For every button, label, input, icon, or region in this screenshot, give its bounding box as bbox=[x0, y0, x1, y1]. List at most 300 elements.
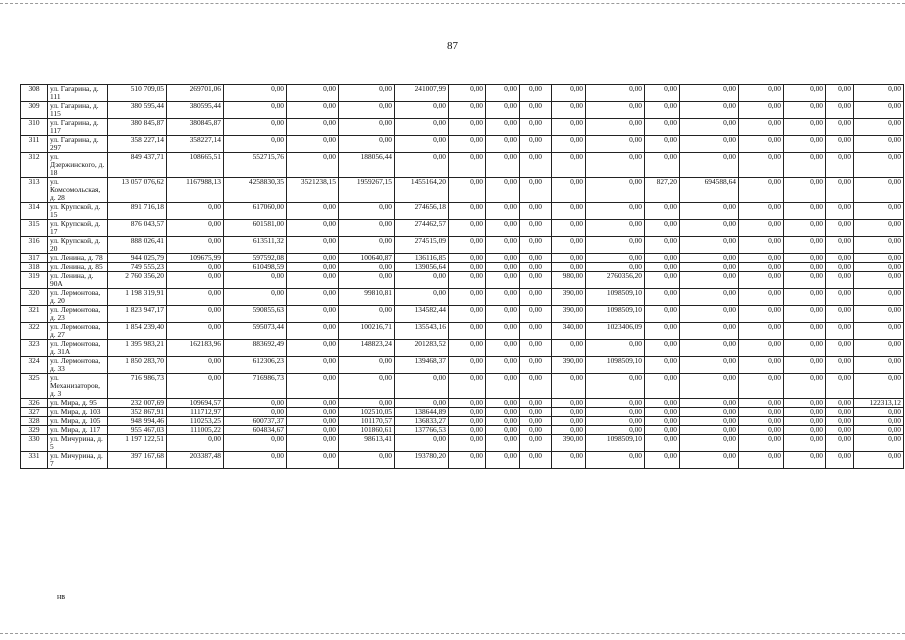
table-row bbox=[21, 357, 904, 374]
value-cell: 0,00 bbox=[552, 119, 586, 136]
value-cell: 0,00 bbox=[287, 254, 339, 263]
value-cell: 0,00 bbox=[287, 323, 339, 340]
value-cell: 162183,96 bbox=[167, 340, 224, 357]
value-cell: 100640,87 bbox=[339, 254, 395, 263]
table-row bbox=[21, 452, 904, 469]
value-cell: 0,00 bbox=[826, 263, 854, 272]
value-cell: 0,00 bbox=[826, 178, 854, 203]
value-cell: 0,00 bbox=[449, 289, 486, 306]
value-cell: 0,00 bbox=[784, 272, 826, 289]
value-cell: 0,00 bbox=[784, 153, 826, 178]
table-row bbox=[21, 102, 904, 119]
value-cell: 0,00 bbox=[395, 153, 449, 178]
value-cell: 0,00 bbox=[552, 426, 586, 435]
table-row bbox=[21, 426, 904, 435]
value-cell: 0,00 bbox=[854, 306, 904, 323]
address-cell: ул. Ленина, д. 78 bbox=[48, 254, 108, 263]
table-row bbox=[21, 254, 904, 263]
value-cell: 0,00 bbox=[395, 289, 449, 306]
value-cell: 0,00 bbox=[739, 374, 784, 399]
value-cell: 1 823 947,17 bbox=[108, 306, 167, 323]
value-cell: 0,00 bbox=[826, 323, 854, 340]
table-row bbox=[21, 220, 904, 237]
value-cell: 0,00 bbox=[520, 254, 552, 263]
value-cell: 0,00 bbox=[339, 452, 395, 469]
value-cell: 0,00 bbox=[645, 357, 680, 374]
value-cell: 0,00 bbox=[680, 323, 739, 340]
value-cell: 0,00 bbox=[449, 136, 486, 153]
table-row bbox=[21, 153, 904, 178]
value-cell: 0,00 bbox=[854, 254, 904, 263]
table-row bbox=[21, 237, 904, 254]
value-cell: 955 467,03 bbox=[108, 426, 167, 435]
value-cell: 0,00 bbox=[287, 289, 339, 306]
value-cell: 0,00 bbox=[339, 306, 395, 323]
address-cell: ул. Мира, д. 103 bbox=[48, 408, 108, 417]
address-cell: ул. Крупской, д. 17 bbox=[48, 220, 108, 237]
value-cell: 0,00 bbox=[486, 272, 520, 289]
value-cell: 0,00 bbox=[739, 340, 784, 357]
address-cell: ул. Мичурина, д. 5 bbox=[48, 435, 108, 452]
value-cell: 0,00 bbox=[520, 102, 552, 119]
value-cell: 0,00 bbox=[854, 272, 904, 289]
address-cell: ул. Гагарина, д. 117 bbox=[48, 119, 108, 136]
address-cell: ул. Лермонтова, д. 31А bbox=[48, 340, 108, 357]
value-cell: 358 227,14 bbox=[108, 136, 167, 153]
row-number-cell: 329 bbox=[21, 426, 48, 435]
value-cell: 597592,08 bbox=[224, 254, 287, 263]
value-cell: 0,00 bbox=[586, 237, 645, 254]
value-cell: 0,00 bbox=[645, 203, 680, 220]
value-cell: 0,00 bbox=[784, 306, 826, 323]
address-cell: ул. Ленина, д. 90А bbox=[48, 272, 108, 289]
value-cell: 0,00 bbox=[287, 374, 339, 399]
value-cell: 274462,57 bbox=[395, 220, 449, 237]
value-cell: 0,00 bbox=[826, 374, 854, 399]
value-cell: 0,00 bbox=[739, 85, 784, 102]
table-row bbox=[21, 263, 904, 272]
value-cell: 604834,67 bbox=[224, 426, 287, 435]
value-cell: 888 026,41 bbox=[108, 237, 167, 254]
value-cell: 0,00 bbox=[486, 263, 520, 272]
value-cell: 0,00 bbox=[784, 136, 826, 153]
row-number-cell: 316 bbox=[21, 237, 48, 254]
value-cell: 0,00 bbox=[680, 452, 739, 469]
scan-edge-top bbox=[0, 3, 905, 4]
address-cell: ул. Гагарина, д. 115 bbox=[48, 102, 108, 119]
value-cell: 0,00 bbox=[520, 426, 552, 435]
row-number-cell: 311 bbox=[21, 136, 48, 153]
value-cell: 0,00 bbox=[486, 340, 520, 357]
address-cell: ул. Крупской, д. 20 bbox=[48, 237, 108, 254]
value-cell: 0,00 bbox=[854, 340, 904, 357]
value-cell: 944 025,79 bbox=[108, 254, 167, 263]
value-cell: 716986,73 bbox=[224, 374, 287, 399]
value-cell: 0,00 bbox=[287, 119, 339, 136]
value-cell: 891 716,18 bbox=[108, 203, 167, 220]
value-cell: 0,00 bbox=[826, 289, 854, 306]
value-cell: 1959267,15 bbox=[339, 178, 395, 203]
value-cell: 109675,99 bbox=[167, 254, 224, 263]
value-cell: 0,00 bbox=[486, 357, 520, 374]
value-cell: 0,00 bbox=[520, 119, 552, 136]
value-cell: 0,00 bbox=[552, 263, 586, 272]
value-cell: 0,00 bbox=[680, 203, 739, 220]
value-cell: 0,00 bbox=[449, 408, 486, 417]
table-row bbox=[21, 417, 904, 426]
value-cell: 0,00 bbox=[449, 119, 486, 136]
value-cell: 0,00 bbox=[645, 306, 680, 323]
value-cell: 0,00 bbox=[854, 85, 904, 102]
value-cell: 232 007,69 bbox=[108, 399, 167, 408]
value-cell: 380 595,44 bbox=[108, 102, 167, 119]
value-cell: 0,00 bbox=[680, 435, 739, 452]
table-row bbox=[21, 272, 904, 289]
row-number-cell: 327 bbox=[21, 408, 48, 417]
value-cell: 0,00 bbox=[287, 408, 339, 417]
value-cell: 0,00 bbox=[486, 374, 520, 399]
value-cell: 0,00 bbox=[586, 203, 645, 220]
value-cell: 0,00 bbox=[586, 136, 645, 153]
value-cell: 0,00 bbox=[520, 340, 552, 357]
value-cell: 0,00 bbox=[784, 263, 826, 272]
value-cell: 0,00 bbox=[520, 136, 552, 153]
value-cell: 0,00 bbox=[395, 374, 449, 399]
value-cell: 0,00 bbox=[552, 220, 586, 237]
value-cell: 0,00 bbox=[680, 289, 739, 306]
value-cell: 0,00 bbox=[449, 203, 486, 220]
value-cell: 0,00 bbox=[854, 136, 904, 153]
value-cell: 849 437,71 bbox=[108, 153, 167, 178]
value-cell: 0,00 bbox=[287, 357, 339, 374]
value-cell: 0,00 bbox=[224, 102, 287, 119]
row-number-cell: 317 bbox=[21, 254, 48, 263]
value-cell: 0,00 bbox=[486, 452, 520, 469]
value-cell: 0,00 bbox=[449, 102, 486, 119]
value-cell: 694588,64 bbox=[680, 178, 739, 203]
value-cell: 0,00 bbox=[645, 340, 680, 357]
value-cell: 0,00 bbox=[680, 254, 739, 263]
value-cell: 0,00 bbox=[645, 417, 680, 426]
value-cell: 601581,00 bbox=[224, 220, 287, 237]
value-cell: 0,00 bbox=[449, 306, 486, 323]
value-cell: 0,00 bbox=[287, 399, 339, 408]
value-cell: 100216,71 bbox=[339, 323, 395, 340]
value-cell: 0,00 bbox=[552, 452, 586, 469]
value-cell: 0,00 bbox=[784, 408, 826, 417]
value-cell: 0,00 bbox=[486, 85, 520, 102]
value-cell: 358227,14 bbox=[167, 136, 224, 153]
value-cell: 0,00 bbox=[854, 435, 904, 452]
value-cell: 827,20 bbox=[645, 178, 680, 203]
value-cell: 613511,32 bbox=[224, 237, 287, 254]
value-cell: 241007,99 bbox=[395, 85, 449, 102]
value-cell: 1 395 983,21 bbox=[108, 340, 167, 357]
value-cell: 136116,85 bbox=[395, 254, 449, 263]
value-cell: 0,00 bbox=[739, 417, 784, 426]
row-number-cell: 323 bbox=[21, 340, 48, 357]
value-cell: 0,00 bbox=[739, 263, 784, 272]
value-cell: 0,00 bbox=[739, 203, 784, 220]
value-cell: 0,00 bbox=[680, 85, 739, 102]
value-cell: 397 167,68 bbox=[108, 452, 167, 469]
value-cell: 0,00 bbox=[486, 119, 520, 136]
value-cell: 0,00 bbox=[486, 408, 520, 417]
value-cell: 0,00 bbox=[826, 399, 854, 408]
value-cell: 1455164,20 bbox=[395, 178, 449, 203]
value-cell: 0,00 bbox=[645, 399, 680, 408]
value-cell: 0,00 bbox=[449, 178, 486, 203]
value-cell: 0,00 bbox=[167, 272, 224, 289]
value-cell: 0,00 bbox=[739, 220, 784, 237]
value-cell: 390,00 bbox=[552, 357, 586, 374]
row-number-cell: 308 bbox=[21, 85, 48, 102]
value-cell: 0,00 bbox=[739, 254, 784, 263]
value-cell: 0,00 bbox=[167, 203, 224, 220]
value-cell: 0,00 bbox=[586, 178, 645, 203]
table-row bbox=[21, 435, 904, 452]
address-cell: ул. Лермонтова, д. 27 bbox=[48, 323, 108, 340]
row-number-cell: 324 bbox=[21, 357, 48, 374]
value-cell: 0,00 bbox=[520, 237, 552, 254]
value-cell: 0,00 bbox=[680, 357, 739, 374]
value-cell: 0,00 bbox=[339, 399, 395, 408]
table-row bbox=[21, 136, 904, 153]
table-row bbox=[21, 408, 904, 417]
value-cell: 135543,16 bbox=[395, 323, 449, 340]
value-cell: 0,00 bbox=[826, 435, 854, 452]
value-cell: 0,00 bbox=[339, 203, 395, 220]
value-cell: 390,00 bbox=[552, 289, 586, 306]
value-cell: 0,00 bbox=[826, 153, 854, 178]
address-cell: ул. Мира, д. 95 bbox=[48, 399, 108, 408]
value-cell: 0,00 bbox=[287, 272, 339, 289]
value-cell: 0,00 bbox=[520, 417, 552, 426]
value-cell: 1023406,09 bbox=[586, 323, 645, 340]
value-cell: 0,00 bbox=[826, 85, 854, 102]
value-cell: 0,00 bbox=[784, 178, 826, 203]
value-cell: 188056,44 bbox=[339, 153, 395, 178]
value-cell: 0,00 bbox=[645, 153, 680, 178]
value-cell: 0,00 bbox=[826, 237, 854, 254]
row-number-cell: 326 bbox=[21, 399, 48, 408]
value-cell: 1098509,10 bbox=[586, 289, 645, 306]
row-number-cell: 321 bbox=[21, 306, 48, 323]
table-row bbox=[21, 85, 904, 102]
value-cell: 148823,24 bbox=[339, 340, 395, 357]
value-cell: 0,00 bbox=[586, 102, 645, 119]
value-cell: 3521238,15 bbox=[287, 178, 339, 203]
value-cell: 510 709,05 bbox=[108, 85, 167, 102]
value-cell: 0,00 bbox=[784, 102, 826, 119]
value-cell: 0,00 bbox=[167, 237, 224, 254]
value-cell: 0,00 bbox=[784, 435, 826, 452]
value-cell: 1167988,13 bbox=[167, 178, 224, 203]
value-cell: 0,00 bbox=[739, 399, 784, 408]
value-cell: 380 845,87 bbox=[108, 119, 167, 136]
value-cell: 0,00 bbox=[224, 452, 287, 469]
value-cell: 0,00 bbox=[287, 85, 339, 102]
value-cell: 0,00 bbox=[645, 237, 680, 254]
value-cell: 0,00 bbox=[395, 399, 449, 408]
value-cell: 139468,37 bbox=[395, 357, 449, 374]
value-cell: 352 867,91 bbox=[108, 408, 167, 417]
value-cell: 0,00 bbox=[486, 136, 520, 153]
value-cell: 0,00 bbox=[552, 153, 586, 178]
value-cell: 102510,05 bbox=[339, 408, 395, 417]
value-cell: 0,00 bbox=[826, 408, 854, 417]
value-cell: 0,00 bbox=[784, 340, 826, 357]
table-row bbox=[21, 289, 904, 306]
value-cell: 2 760 356,20 bbox=[108, 272, 167, 289]
value-cell: 0,00 bbox=[586, 426, 645, 435]
value-cell: 0,00 bbox=[854, 323, 904, 340]
value-cell: 0,00 bbox=[739, 153, 784, 178]
value-cell: 0,00 bbox=[586, 220, 645, 237]
value-cell: 0,00 bbox=[167, 374, 224, 399]
value-cell: 0,00 bbox=[287, 340, 339, 357]
value-cell: 0,00 bbox=[167, 306, 224, 323]
value-cell: 0,00 bbox=[449, 374, 486, 399]
value-cell: 1 198 319,91 bbox=[108, 289, 167, 306]
value-cell: 0,00 bbox=[645, 272, 680, 289]
value-cell: 0,00 bbox=[645, 452, 680, 469]
value-cell: 612306,23 bbox=[224, 357, 287, 374]
value-cell: 137766,53 bbox=[395, 426, 449, 435]
value-cell: 0,00 bbox=[680, 153, 739, 178]
value-cell: 269701,06 bbox=[167, 85, 224, 102]
value-cell: 0,00 bbox=[339, 272, 395, 289]
value-cell: 0,00 bbox=[854, 178, 904, 203]
value-cell: 0,00 bbox=[339, 263, 395, 272]
value-cell: 98613,41 bbox=[339, 435, 395, 452]
value-cell: 0,00 bbox=[784, 289, 826, 306]
value-cell: 0,00 bbox=[167, 435, 224, 452]
value-cell: 0,00 bbox=[739, 357, 784, 374]
value-cell: 0,00 bbox=[486, 306, 520, 323]
value-cell: 0,00 bbox=[645, 254, 680, 263]
address-cell: ул. Гагарина, д. 297 bbox=[48, 136, 108, 153]
value-cell: 595073,44 bbox=[224, 323, 287, 340]
value-cell: 0,00 bbox=[520, 399, 552, 408]
value-cell: 0,00 bbox=[680, 417, 739, 426]
value-cell: 1098509,10 bbox=[586, 306, 645, 323]
value-cell: 0,00 bbox=[552, 237, 586, 254]
value-cell: 0,00 bbox=[784, 417, 826, 426]
value-cell: 0,00 bbox=[449, 254, 486, 263]
value-cell: 0,00 bbox=[645, 136, 680, 153]
value-cell: 0,00 bbox=[449, 357, 486, 374]
row-number-cell: 315 bbox=[21, 220, 48, 237]
value-cell: 274656,18 bbox=[395, 203, 449, 220]
value-cell: 0,00 bbox=[449, 263, 486, 272]
value-cell: 0,00 bbox=[680, 374, 739, 399]
value-cell: 0,00 bbox=[826, 119, 854, 136]
value-cell: 0,00 bbox=[339, 136, 395, 153]
value-cell: 0,00 bbox=[680, 119, 739, 136]
value-cell: 0,00 bbox=[854, 102, 904, 119]
value-cell: 0,00 bbox=[395, 272, 449, 289]
value-cell: 0,00 bbox=[395, 435, 449, 452]
value-cell: 0,00 bbox=[826, 417, 854, 426]
value-cell: 0,00 bbox=[552, 340, 586, 357]
value-cell: 0,00 bbox=[520, 289, 552, 306]
row-number-cell: 330 bbox=[21, 435, 48, 452]
value-cell: 0,00 bbox=[645, 323, 680, 340]
value-cell: 101860,61 bbox=[339, 426, 395, 435]
value-cell: 0,00 bbox=[586, 119, 645, 136]
value-cell: 0,00 bbox=[449, 435, 486, 452]
value-cell: 590855,63 bbox=[224, 306, 287, 323]
value-cell: 0,00 bbox=[680, 263, 739, 272]
value-cell: 0,00 bbox=[486, 153, 520, 178]
value-cell: 0,00 bbox=[520, 272, 552, 289]
value-cell: 0,00 bbox=[339, 119, 395, 136]
row-number-cell: 312 bbox=[21, 153, 48, 178]
value-cell: 0,00 bbox=[167, 220, 224, 237]
value-cell: 0,00 bbox=[739, 306, 784, 323]
value-cell: 0,00 bbox=[520, 178, 552, 203]
row-number-cell: 318 bbox=[21, 263, 48, 272]
value-cell: 0,00 bbox=[395, 102, 449, 119]
value-cell: 0,00 bbox=[645, 85, 680, 102]
row-number-cell: 313 bbox=[21, 178, 48, 203]
value-cell: 0,00 bbox=[645, 119, 680, 136]
value-cell: 0,00 bbox=[784, 374, 826, 399]
value-cell: 0,00 bbox=[826, 102, 854, 119]
value-cell: 0,00 bbox=[520, 435, 552, 452]
value-cell: 0,00 bbox=[339, 85, 395, 102]
value-cell: 0,00 bbox=[486, 254, 520, 263]
value-cell: 0,00 bbox=[739, 323, 784, 340]
value-cell: 134582,44 bbox=[395, 306, 449, 323]
table-row bbox=[21, 399, 904, 408]
value-cell: 0,00 bbox=[486, 203, 520, 220]
value-cell: 0,00 bbox=[339, 374, 395, 399]
value-cell: 0,00 bbox=[449, 417, 486, 426]
value-cell: 0,00 bbox=[854, 237, 904, 254]
value-cell: 0,00 bbox=[586, 254, 645, 263]
table-row bbox=[21, 178, 904, 203]
value-cell: 617060,00 bbox=[224, 203, 287, 220]
value-cell: 201283,52 bbox=[395, 340, 449, 357]
value-cell: 0,00 bbox=[784, 85, 826, 102]
value-cell: 0,00 bbox=[739, 272, 784, 289]
value-cell: 0,00 bbox=[680, 426, 739, 435]
value-cell: 0,00 bbox=[854, 417, 904, 426]
value-cell: 0,00 bbox=[826, 254, 854, 263]
value-cell: 0,00 bbox=[224, 408, 287, 417]
address-cell: ул. Дзержинского, д. 18 bbox=[48, 153, 108, 178]
value-cell: 0,00 bbox=[854, 408, 904, 417]
value-cell: 0,00 bbox=[854, 119, 904, 136]
value-cell: 0,00 bbox=[854, 263, 904, 272]
value-cell: 0,00 bbox=[739, 452, 784, 469]
value-cell: 1 850 283,70 bbox=[108, 357, 167, 374]
table-row bbox=[21, 340, 904, 357]
value-cell: 876 043,57 bbox=[108, 220, 167, 237]
value-cell: 0,00 bbox=[826, 306, 854, 323]
address-cell: ул. Гагарина, д. 111 bbox=[48, 85, 108, 102]
value-cell: 0,00 bbox=[826, 220, 854, 237]
value-cell: 390,00 bbox=[552, 306, 586, 323]
value-cell: 0,00 bbox=[586, 452, 645, 469]
row-number-cell: 325 bbox=[21, 374, 48, 399]
value-cell: 0,00 bbox=[520, 357, 552, 374]
address-cell: ул. Крупской, д. 15 bbox=[48, 203, 108, 220]
address-cell: ул. Лермонтова, д. 33 bbox=[48, 357, 108, 374]
value-cell: 0,00 bbox=[645, 263, 680, 272]
